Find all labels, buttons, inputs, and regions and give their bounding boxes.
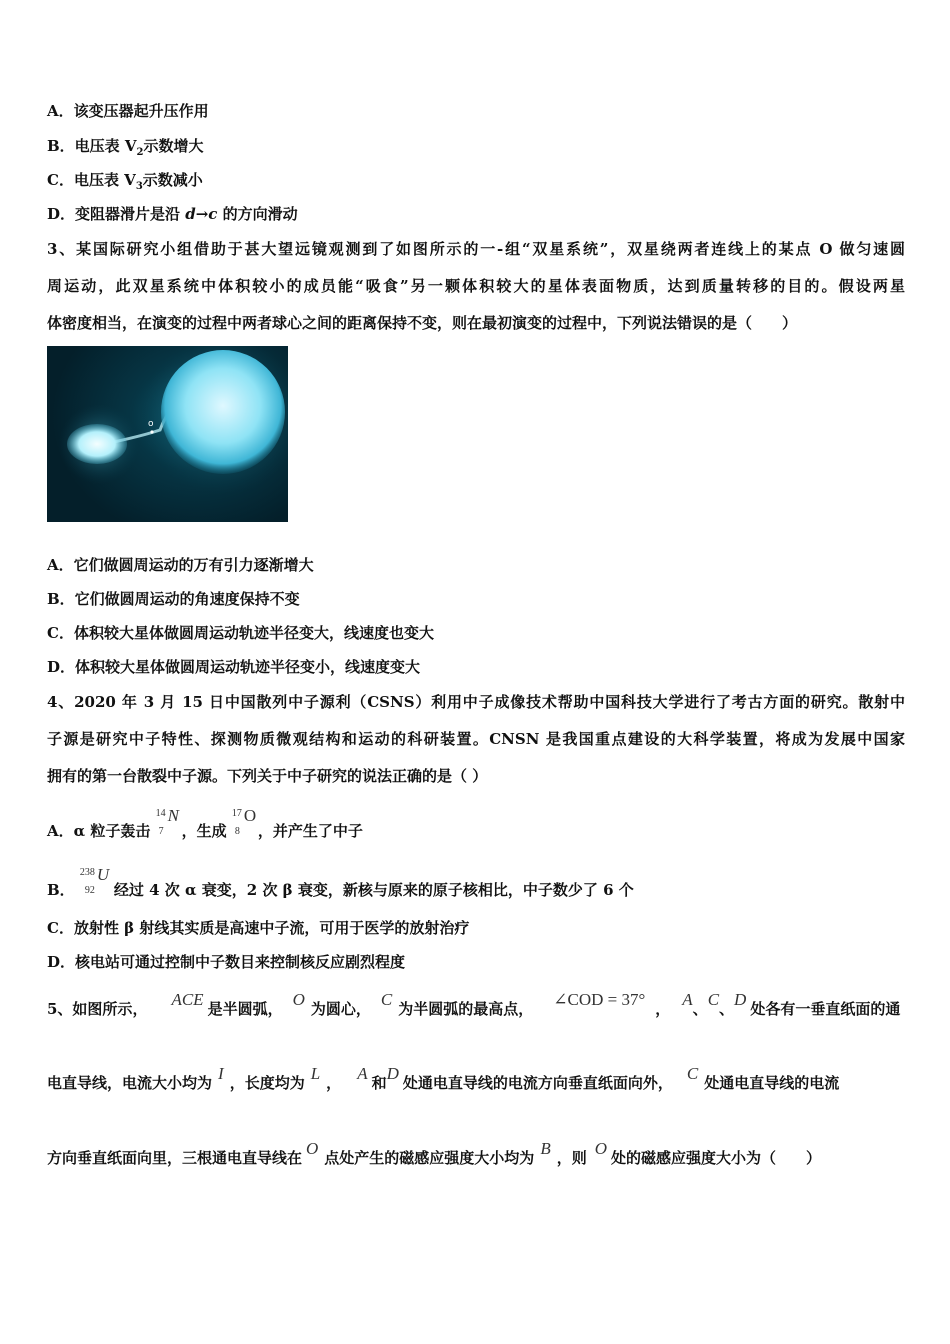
oxygen-17-nuclide: 17 8 O (231, 806, 257, 837)
q4-stem-line-1: 4、2020 年 3 月 15 日中国散列中子源利（CSNS）利用中子成像技术帮助中国科技大学进行了考古方面的研究。散射中 (47, 693, 905, 711)
q3-stem-line-3: 体密度相当，在演变的过程中两者球心之间的距离保持不变，则在最初演变的过程中，下列说法错误的是（ ） (47, 314, 798, 332)
q2-option-d: D．变阻器滑片是沿 d→c 的方向滑动 (47, 205, 298, 223)
q5-stem-line-1: 5、如图所示， ACE 是半圆弧， O 为圆心， C 为半圆弧的最高点， ∠COD = 37° ， A、C、D 处各有一垂直纸面的通 (47, 990, 901, 1018)
q2-option-b: B．电压表 $V_2$示数增大 (47, 137, 204, 158)
center-of-mass-point (150, 430, 153, 433)
nitrogen-14-nuclide: 14 7 N (155, 806, 179, 837)
q4-stem-line-3: 拥有的第一台散裂中子源。下列关于中子研究的说法正确的是（ ） (47, 767, 488, 785)
large-star (161, 350, 285, 474)
q4-option-d: D．核电站可通过控制中子数目来控制核反应剧烈程度 (47, 953, 406, 971)
binary-star-illustration (47, 346, 288, 522)
q3-option-c: C．体积较大星体做圆周运动轨迹半径变大，线速度也变大 (47, 624, 434, 642)
q3-stem-line-2: 周运动，此双星系统中体积较小的成员能“吸食”另一颗体积较大的星体表面物质，达到质量转移的目的。假设两星 (47, 277, 905, 295)
small-star (67, 424, 127, 464)
point-o-label: o (148, 419, 154, 429)
q3-option-d: D．体积较大星体做圆周运动轨迹半径变小，线速度变大 (47, 658, 421, 676)
q4-stem-line-2: 子源是研究中子特性、探测物质微观结构和运动的科研装置。CNSN 是我国重点建设的大科学装置，将成为发展中国家 (47, 730, 905, 748)
binary-star-figure (47, 346, 288, 522)
q4-option-b: B． 238 92 U 经过 4 次 α 衰变，2 次 β 衰变，新核与原来的原子核相比，中子数少了 6 个 (47, 865, 634, 899)
q3-option-a: A．它们做圆周运动的万有引力逐渐增大 (47, 556, 314, 574)
q3-option-b: B．它们做圆周运动的角速度保持不变 (47, 590, 300, 608)
q3-stem-line-1: 3、某国际研究小组借助于甚大望远镜观测到了如图所示的一-组“双星系统”，双星绕两者连线上的某点 O 做匀速圆 (47, 240, 905, 258)
q2-option-a: A．该变压器起升压作用 (47, 102, 209, 120)
q4-option-a: A．α 粒子轰击 14 7 N ，生成 17 8 O ，并产生了中子 (47, 806, 363, 840)
uranium-238-nuclide: 238 92 U (79, 865, 110, 896)
q5-stem-line-2: 电直导线，电流大小均为 I ，长度均为 L ， A 和D 处通电直导线的电流方向垂直纸面向外， C 处通电直导线的电流 (47, 1064, 840, 1092)
q5-stem-line-3: 方向垂直纸面向里，三根通电直导线在 O 点处产生的磁感应强度大小均为 B ，则 O 处的磁感应强度大小为（ ） (47, 1139, 822, 1167)
q4-option-c: C．放射性 β 射线其实质是高速中子流，可用于医学的放射治疗 (47, 919, 470, 937)
q2-option-c: C．电压表 $V_3$示数减小 (47, 171, 203, 192)
